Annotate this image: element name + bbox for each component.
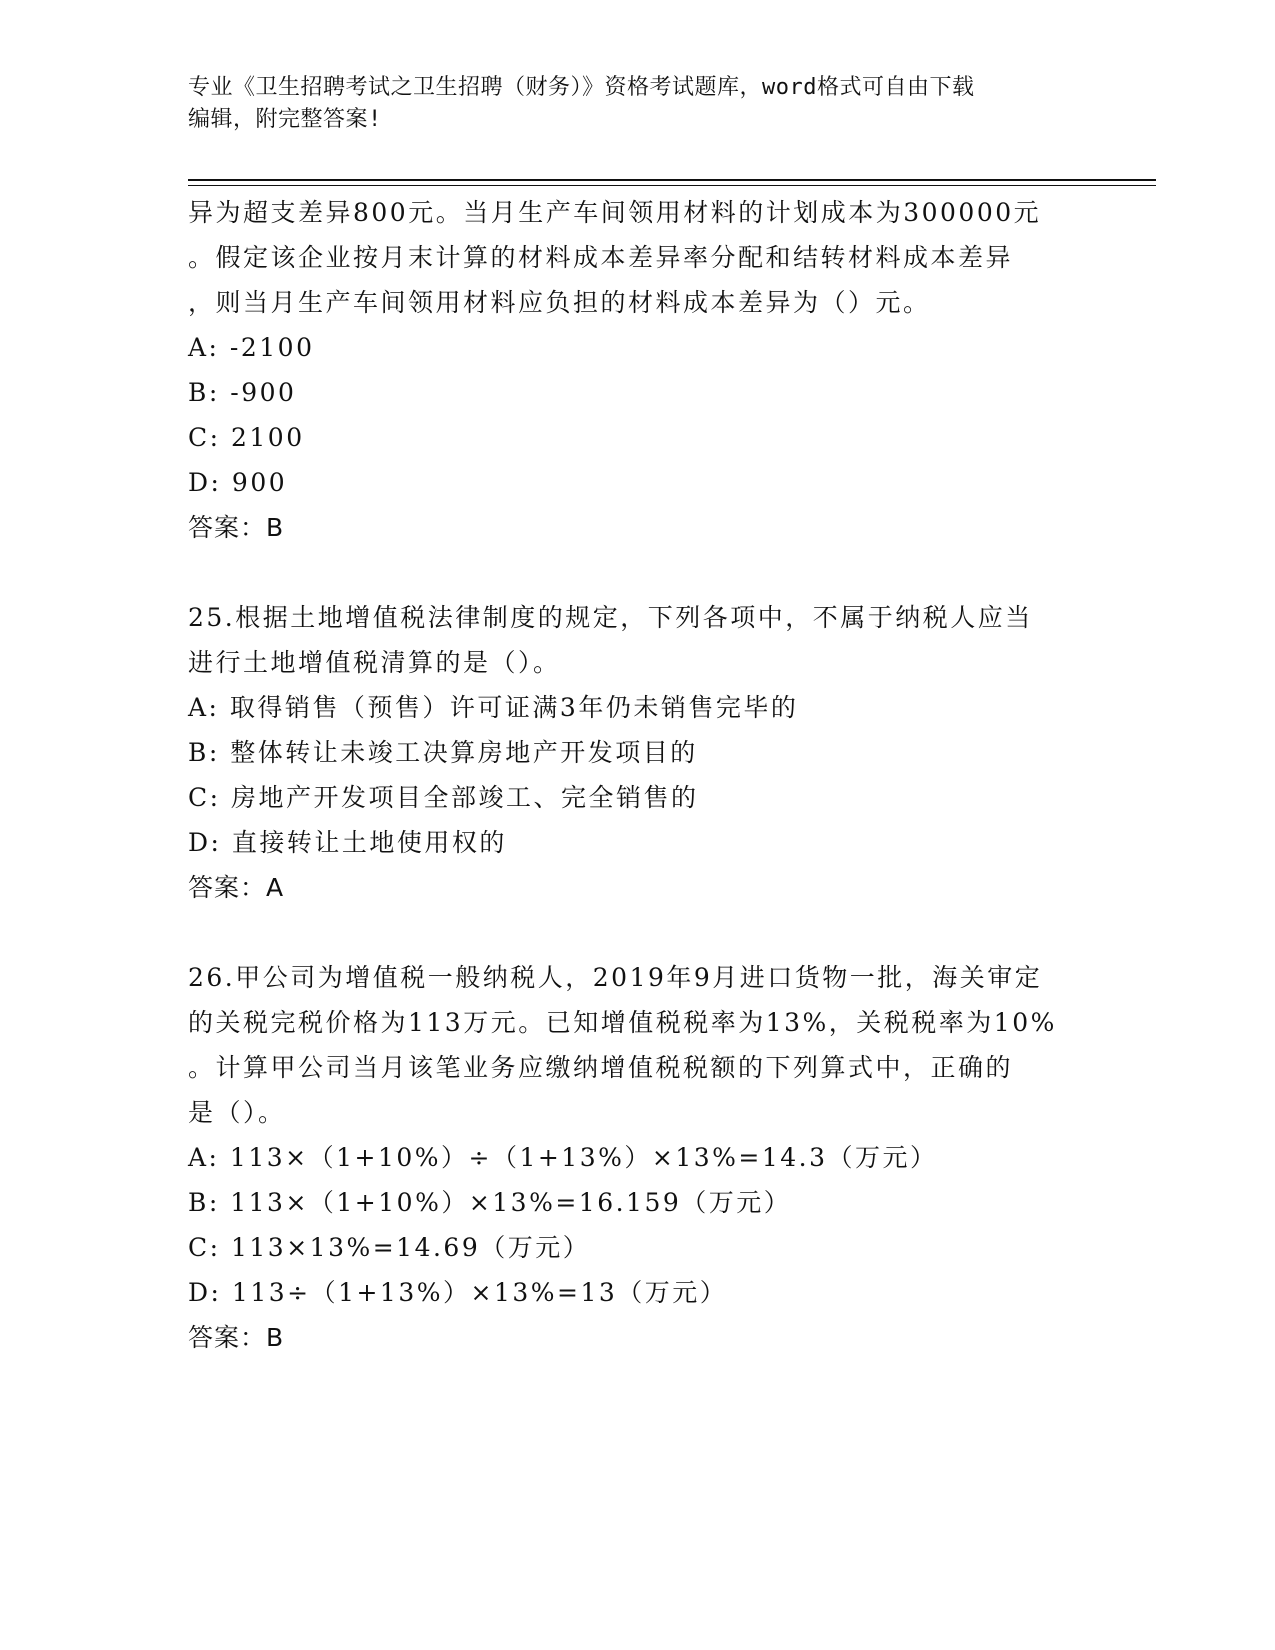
answer-line: 答案：B [188, 513, 285, 542]
header-line-1: 专业《卫生招聘考试之卫生招聘（财务）》资格考试题库，word格式可自由下载 [188, 75, 975, 100]
question-content [188, 190, 1088, 1360]
option-b: B: 113×（1+10%）×13%=16.159（万元） [188, 1188, 792, 1217]
question-stem-line: 。计算甲公司当月该笔业务应缴纳增值税税额的下列算式中，正确的 [188, 1053, 1014, 1082]
question-stem-line: 25.根据土地增值税法律制度的规定，下列各项中，不属于纳税人应当 [188, 603, 1033, 632]
question-25 [188, 595, 1088, 910]
option-c: C: 113×13%=14.69（万元） [188, 1233, 591, 1262]
question-stem-line: ，则当月生产车间领用材料应负担的材料成本差异为（）元。 [188, 288, 931, 317]
option-c: C: 2100 [188, 423, 305, 452]
option-d: D: 900 [188, 468, 288, 497]
option-a: A: 113×（1+10%）÷（1+13%）×13%=14.3（万元） [188, 1143, 938, 1172]
question-26 [188, 955, 1088, 1360]
question-stem-line: 进行土地增值税清算的是（）。 [188, 648, 561, 677]
answer-line: 答案：A [188, 873, 285, 902]
header-rule-thick [188, 179, 1156, 181]
option-b: B: -900 [188, 378, 297, 407]
option-d: D: 113÷（1+13%）×13%=13（万元） [188, 1278, 728, 1307]
option-c: C: 房地产开发项目全部竣工、完全销售的 [188, 783, 699, 812]
option-a: A: 取得销售（预售）许可证满3年仍未销售完毕的 [188, 693, 799, 722]
option-a: A: -2100 [188, 333, 315, 362]
answer-line: 答案：B [188, 1323, 285, 1352]
option-d: D: 直接转让土地使用权的 [188, 828, 507, 857]
question-spacer [188, 550, 1088, 595]
header-line-2: 编辑，附完整答案! [188, 107, 382, 132]
question-stem-line: 。假定该企业按月末计算的材料成本差异率分配和结转材料成本差异 [188, 243, 1014, 272]
question-stem-line: 是（）。 [188, 1098, 286, 1127]
document-header [188, 72, 1068, 136]
header-rule-thin [188, 185, 1156, 186]
question-spacer [188, 910, 1088, 955]
question-stem-line: 26.甲公司为增值税一般纳税人，2019年9月进口货物一批，海关审定 [188, 963, 1043, 992]
question-24 [188, 190, 1088, 550]
option-b: B: 整体转让未竣工决算房地产开发项目的 [188, 738, 698, 767]
question-stem-line: 异为超支差异800元。当月生产车间领用材料的计划成本为300000元 [188, 198, 1042, 227]
question-stem-line: 的关税完税价格为113万元。已知增值税税率为13%，关税税率为10% [188, 1008, 1057, 1037]
